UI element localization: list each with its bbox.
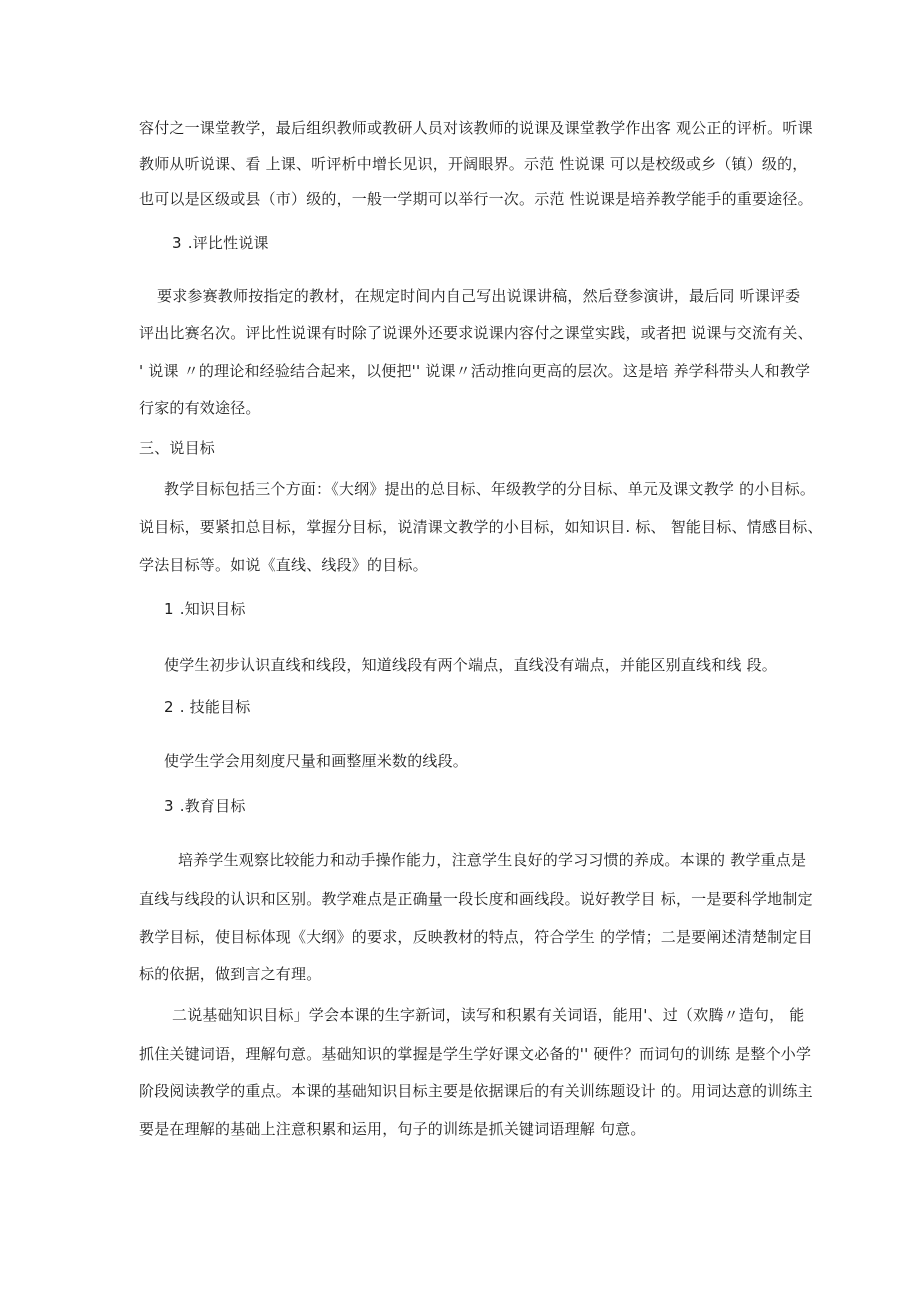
paragraph-5-line-2: 抓住关键词语，理解句意。基础知识的掌握是学生学好课文必备的'' 硬件？而词句的训练 是整个小学	[139, 1045, 812, 1063]
section-3-title: 三、说目标	[139, 439, 216, 457]
goal-1-title: .知识目标	[179, 600, 246, 618]
paragraph-1-line-2: 教师从听说课、看 上课、听评析中增长见识，开阔眼界。示范 性说课 可以是校级或乡（镇）级的，	[139, 155, 808, 173]
paragraph-5-line-4: 要是在理解的基础上注意积累和运用，句子的训练是抓关键词语理解 句意。	[139, 1120, 646, 1138]
goal-2-text: 使学生学会用刻度尺量和画整厘米数的线段。	[164, 752, 469, 770]
item-3-title: .评比性说课	[187, 234, 269, 252]
paragraph-3-line-1: 教学目标包括三个方面：《大纲》提出的总目标、年级教学的分目标、单元及课文教学 的小目标。	[164, 480, 816, 498]
paragraph-3-line-3: 学法目标等。如说《直线、线段》的目标。	[139, 556, 428, 574]
goal-3-heading	[164, 796, 246, 816]
goal-1-text: 使学生初步认识直线和线段，知道线段有两个端点，直线没有端点，并能区别直线和线 段。	[164, 656, 777, 674]
goal-1-number: 1	[164, 600, 174, 618]
paragraph-4-line-2: 直线与线段的认识和区别。教学难点是正确量一段长度和画线段。说好教学目 标，一是要科学地制定	[139, 890, 813, 908]
paragraph-4-line-4: 标的依据，做到言之有理。	[139, 965, 322, 983]
item-3-number: 3	[172, 234, 182, 252]
paragraph-5-line-1: 二说基础知识目标」学会本课的生字新词，读写和积累有关词语，能用'、过（欢腾〃造句， 能	[172, 1006, 805, 1024]
paragraph-2-line-2: 评出比赛名次。评比性说课有时除了说课外还要求说课内容付之课堂实践，或者把 说课与交流有关、	[139, 324, 813, 342]
paragraph-1-line-3: 也可以是区级或县（市）级的，一般一学期可以举行一次。示范 性说课是培养教学能手的重要途径。	[139, 190, 813, 208]
goal-3-number: 3	[164, 797, 174, 815]
paragraph-1-line-1: 容付之一课堂教学，最后组织教师或教研人员对该教师的说课及课堂教学作出客 观公正的评析。听课	[139, 119, 813, 137]
item-3-heading	[172, 233, 269, 253]
goal-1-heading	[164, 599, 246, 619]
goal-2-title: . 技能目标	[179, 698, 251, 716]
paragraph-4-line-3: 教学目标，使目标体现《大纲》的要求，反映教材的特点，符合学生 的学情；二是要阐述清楚制定目	[139, 928, 813, 946]
paragraph-2-line-1: 要求参赛教师按指定的教材，在规定时间内自己写出说课讲稿，然后登参演讲，最后同 听课评委	[157, 287, 801, 305]
paragraph-2-line-4: 行家的有效途径。	[139, 399, 261, 417]
paragraph-2-line-3: ' 说课 〃的理论和经验结合起来，以便把'' 说课〃活动推向更高的层次。这是培 养学科带头人和教学	[139, 362, 811, 380]
goal-2-number: 2	[164, 698, 174, 716]
paragraph-5-line-3: 阶段阅读教学的重点。本课的基础知识目标主要是依据课后的有关训练题设计 的。用词达意的训练主	[139, 1082, 813, 1100]
goal-2-heading	[164, 697, 251, 717]
goal-3-title: .教育目标	[179, 797, 246, 815]
paragraph-3-line-2: 说目标，要紧扣总目标，掌握分目标，说清课文教学的小目标，如知识目. 标、 智能目标、情感目标、	[139, 518, 823, 536]
paragraph-4-line-1: 培养学生观察比较能力和动手操作能力，注意学生良好的学习习惯的养成。本课的 教学重点是	[178, 851, 807, 869]
